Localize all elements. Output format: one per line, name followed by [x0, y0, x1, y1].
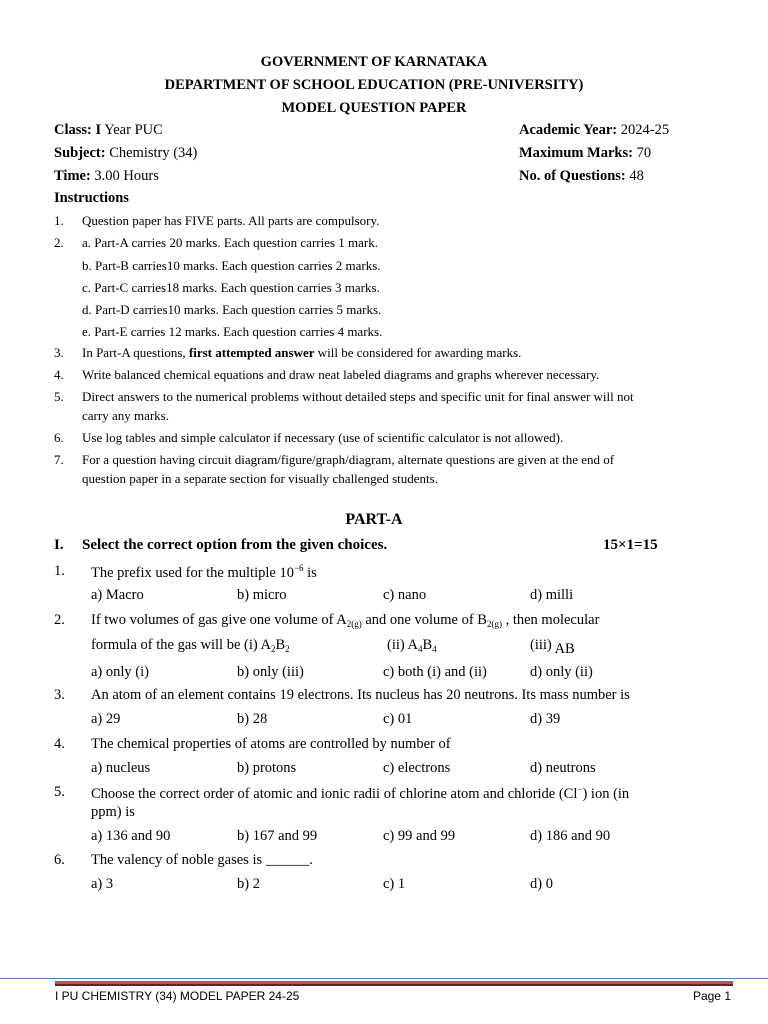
- instruction-number: 3.: [54, 345, 64, 360]
- instruction-number: 1.: [54, 213, 64, 228]
- meta-academic-year: [519, 122, 669, 139]
- section-marks: 15×1=15: [603, 537, 658, 553]
- instruction-number: 6.: [54, 430, 64, 445]
- marks-label: Maximum Marks:: [519, 145, 633, 161]
- instruction-number: 7.: [54, 452, 64, 467]
- option-a: a) 3: [91, 876, 114, 892]
- option-b: b) protons: [237, 760, 297, 776]
- question-number: 5.: [54, 784, 65, 800]
- part-a-title: PART-A: [345, 511, 403, 528]
- year-value: 2024-25: [617, 122, 670, 138]
- question-number: 4.: [54, 736, 65, 752]
- question-3-text: An atom of an element contains 19 electrons. Its nucleus has 20 neutrons. Its mass number is: [91, 687, 630, 703]
- question-4-text: The chemical properties of atoms are controlled by number of: [91, 736, 451, 752]
- instruction-2d: d. Part-D carries10 marks. Each question carries 5 marks.: [82, 302, 382, 317]
- meta-class: [54, 122, 163, 139]
- option-d: d) only (ii): [530, 664, 593, 680]
- questions-label: No. of Questions:: [519, 168, 626, 184]
- instruction-number: 5.: [54, 389, 64, 404]
- option-b: b) only (iii): [237, 664, 304, 680]
- subject-label: Subject:: [54, 145, 106, 161]
- option-d: d) 39: [530, 711, 561, 727]
- question-6-text: The valency of noble gases is ______.: [91, 852, 313, 868]
- option-c: c) electrons: [383, 760, 451, 776]
- time-value: 3.00 Hours: [90, 168, 159, 184]
- meta-subject: [54, 145, 197, 162]
- question-number: 3.: [54, 687, 65, 703]
- instruction-text: For a question having circuit diagram/figure/graph/diagram, alternate questions are given at the end of: [82, 452, 615, 467]
- page-number: Page 1: [692, 989, 731, 1003]
- section-instruction: Select the correct option from the given choices.: [82, 537, 388, 553]
- instruction-number: 4.: [54, 367, 64, 382]
- header-paper-title: MODEL QUESTION PAPER: [281, 100, 467, 116]
- meta-max-marks: [519, 145, 651, 162]
- question-1-text: The prefix used for the multiple $10^{-6}$ is: [91, 563, 317, 581]
- time-label: Time:: [54, 168, 91, 184]
- instruction-5-cont: carry any marks.: [82, 408, 169, 423]
- option-a: a) only (i): [91, 664, 149, 680]
- meta-num-questions: [519, 168, 644, 185]
- instruction-number: 2.: [54, 235, 64, 250]
- instruction-text: Direct answers to the numerical problems without detailed steps and specific unit for final answer will not: [82, 389, 634, 404]
- option-a: a) 29: [91, 711, 121, 727]
- option-c: c) both (i) and (ii): [383, 664, 487, 680]
- question-2-choice-ii: (ii) $A_4B_4$: [387, 637, 437, 654]
- instructions-title: Instructions: [54, 190, 129, 206]
- instruction-text: Use log tables and simple calculator if necessary (use of scientific calculator is not allowed).: [82, 430, 564, 445]
- option-a: a) 136 and 90: [91, 828, 171, 844]
- meta-time: [54, 168, 159, 185]
- year-label: Academic Year:: [519, 122, 618, 138]
- instruction-text: Question paper has FIVE parts. All parts are compulsory.: [82, 213, 380, 228]
- option-a: a) nucleus: [91, 760, 151, 776]
- option-c: c) nano: [383, 587, 427, 603]
- instruction-7-cont: question paper in a separate section for visually challenged students.: [82, 471, 438, 486]
- marks-value: 70: [632, 145, 652, 161]
- class-value: Year PUC: [101, 122, 163, 138]
- question-2-line2: formula of the gas will be (i) $A_2B_2$: [91, 637, 290, 654]
- footer-rule-blue: [0, 978, 768, 979]
- option-d: d) milli: [530, 587, 574, 603]
- option-d: d) 186 and 90: [530, 828, 611, 844]
- question-number: 1.: [54, 563, 65, 579]
- section-number: I.: [54, 537, 64, 553]
- class-label: Class: I: [54, 122, 102, 138]
- questions-value: 48: [625, 168, 644, 184]
- instruction-text: Write balanced chemical equations and draw neat labeled diagrams and graphs wherever necessary.: [82, 367, 600, 382]
- question-2-text: If two volumes of gas give one volume of $A_{2(g)}$ and one volume of $B_{2(g)}$ , then molecular: [91, 612, 600, 629]
- instruction-text: In Part-A questions, first attempted answer will be considered for awarding marks.: [82, 345, 522, 360]
- question-number: 2.: [54, 612, 65, 628]
- question-5-text: Choose the correct order of atomic and ionic radii of chlorine atom and chloride (Cl−) ion (in: [91, 784, 630, 802]
- option-c: c) 1: [383, 876, 406, 892]
- instruction-2b: b. Part-B carries10 marks. Each question carries 2 marks.: [82, 258, 381, 273]
- option-d: d) 0: [530, 876, 553, 892]
- option-c: c) 01: [383, 711, 413, 727]
- option-b: b) 167 and 99: [237, 828, 318, 844]
- instruction-text: a. Part-A carries 20 marks. Each question carries 1 mark.: [82, 235, 379, 250]
- emphasis: first attempted answer: [188, 345, 315, 360]
- header-government: GOVERNMENT OF KARNATAKA: [260, 54, 488, 70]
- instruction-2e: e. Part-E carries 12 marks. Each question carries 4 marks.: [82, 324, 383, 339]
- footer-title: I PU CHEMISTRY (34) MODEL PAPER 24-25: [55, 989, 300, 1003]
- option-b: b) micro: [237, 587, 287, 603]
- question-5-line2: ppm) is: [91, 804, 135, 820]
- footer-rule-dark: [55, 984, 733, 986]
- option-d: d) neutrons: [530, 760, 596, 776]
- subject-value: Chemistry (34): [105, 145, 198, 161]
- option-b: b) 28: [237, 711, 268, 727]
- question-2-choice-iii: (iii) AB: [530, 637, 575, 657]
- instruction-2c: c. Part-C carries18 marks. Each question carries 3 marks.: [82, 280, 380, 295]
- question-number: 6.: [54, 852, 65, 868]
- option-b: b) 2: [237, 876, 260, 892]
- option-a: a) Macro: [91, 587, 144, 603]
- option-c: c) 99 and 99: [383, 828, 456, 844]
- header-department: DEPARTMENT OF SCHOOL EDUCATION (PRE-UNIVERSITY): [164, 77, 584, 93]
